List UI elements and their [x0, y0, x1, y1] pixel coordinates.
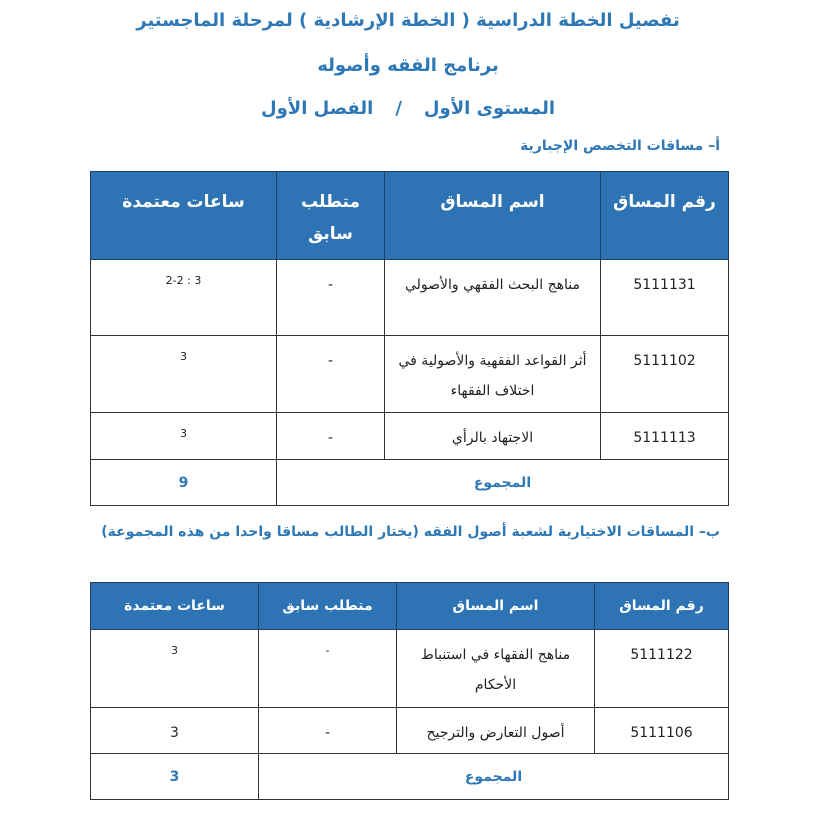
- column-header-name: اسم المساق: [397, 583, 595, 630]
- course-name: الاجتهاد بالرأي: [385, 413, 601, 460]
- course-name: مناهج الفقهاء في استنباط الأحكام: [397, 630, 595, 708]
- level-semester-line: [0, 98, 816, 120]
- course-name: أثر القواعد الفقهية والأصولية في اختلاف الفقهاء: [385, 336, 601, 413]
- course-prereq: -: [277, 336, 385, 413]
- column-header-code: رقم المساق: [601, 172, 729, 260]
- section-a-heading: أ– مساقات التخصص الإجبارية: [520, 138, 720, 154]
- table-row: [91, 413, 729, 460]
- course-prereq: -: [259, 708, 397, 754]
- course-hours: 3: [91, 413, 277, 460]
- compulsory-courses-table: [90, 171, 729, 506]
- program-name: برنامج الفقه وأصوله: [317, 55, 499, 76]
- course-name: مناهج البحث الفقهي والأصولي: [385, 260, 601, 336]
- document-title: تفصيل الخطة الدراسية ( الخطة الإرشادية ) لمرحلة الماجستير: [136, 10, 680, 31]
- separator: /: [395, 98, 402, 119]
- table-row: [91, 708, 729, 754]
- section-b-heading: ب– المساقات الاختيارية لشعبة أصول الفقه (يختار الطالب مساقا واحدا من هذه المجموعة): [101, 524, 720, 540]
- table-header-row: [91, 172, 729, 260]
- total-value: 3: [91, 754, 259, 800]
- table-row: [91, 336, 729, 413]
- semester-label: الفصل الأول: [260, 98, 374, 119]
- elective-courses-table: [90, 582, 729, 800]
- course-code: 5111102: [601, 336, 729, 413]
- table-row: [91, 630, 729, 708]
- table-row: [91, 260, 729, 336]
- course-hours: 3: [91, 708, 259, 754]
- course-hours: 3 : 2-2: [91, 260, 277, 336]
- total-row: [91, 754, 729, 800]
- table-header-row: [91, 583, 729, 630]
- total-row: [91, 460, 729, 506]
- course-code: 5111106: [595, 708, 729, 754]
- course-prereq: -: [277, 413, 385, 460]
- column-header-name: اسم المساق: [385, 172, 601, 260]
- level-label: المستوى الأول: [423, 98, 555, 119]
- column-header-code: رقم المساق: [595, 583, 729, 630]
- column-header-prereq: متطلب سابق: [259, 583, 397, 630]
- column-header-prereq: متطلب سابق: [277, 172, 385, 260]
- course-code: 5111131: [601, 260, 729, 336]
- course-hours: 3: [91, 630, 259, 708]
- total-label: المجموع: [277, 460, 729, 506]
- course-name: أصول التعارض والترجيح: [397, 708, 595, 754]
- course-code: 5111122: [595, 630, 729, 708]
- total-label: المجموع: [259, 754, 729, 800]
- course-hours: 3: [91, 336, 277, 413]
- course-prereq: -: [259, 630, 397, 708]
- total-value: 9: [91, 460, 277, 506]
- course-code: 5111113: [601, 413, 729, 460]
- column-header-hours: ساعات معتمدة: [91, 583, 259, 630]
- course-prereq: -: [277, 260, 385, 336]
- column-header-hours: ساعات معتمدة: [91, 172, 277, 260]
